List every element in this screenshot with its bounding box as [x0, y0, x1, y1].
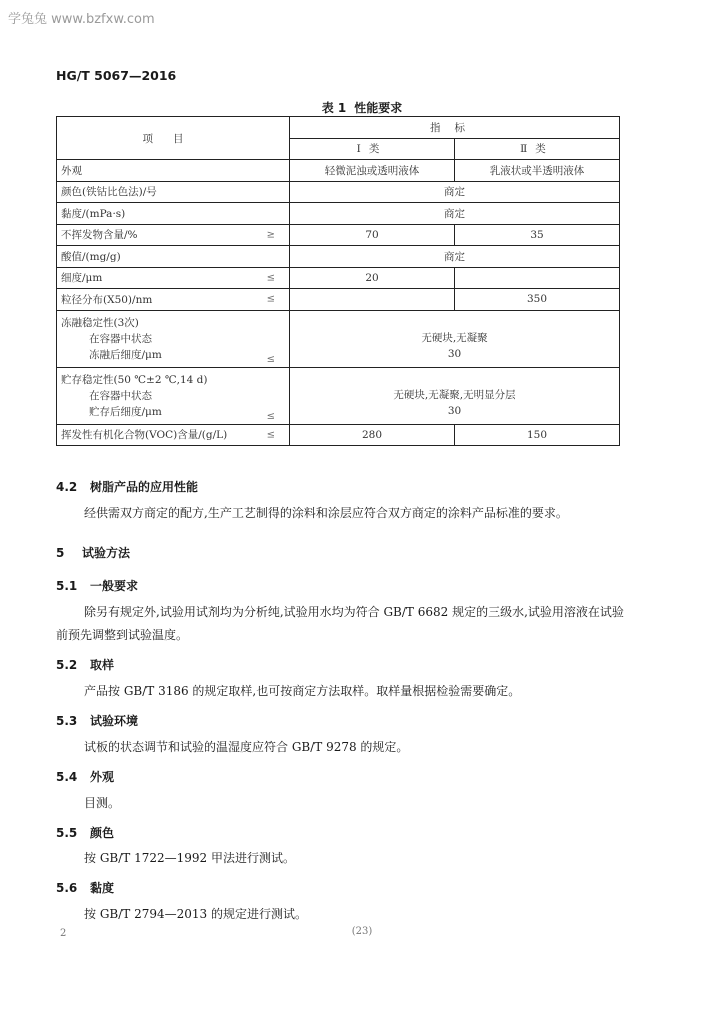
section-heading-5-1 — [56, 577, 138, 594]
section-number: 5.4 — [56, 770, 78, 784]
section-heading-5-3 — [56, 712, 138, 729]
table-row-nonvolatile — [57, 224, 620, 246]
header-type1-cell: Ⅰ类 — [290, 138, 455, 160]
row-value-merged: 商定 — [290, 181, 620, 203]
comparison-symbol: ≥ — [266, 229, 275, 241]
section-number: 5.6 — [56, 881, 78, 895]
section-title: 颜色 — [90, 826, 115, 840]
table-header-row — [57, 117, 620, 139]
section-title: 试验环境 — [90, 714, 139, 728]
row-value-type2 — [455, 267, 620, 289]
table-caption-title: 性能要求 — [354, 101, 403, 115]
section-title: 试验方法 — [82, 546, 131, 560]
section-title: 黏度 — [90, 881, 115, 895]
table-caption — [0, 99, 724, 116]
row-sublabel: 在容器中状态 — [89, 389, 152, 402]
row-label-cell — [57, 367, 290, 424]
row-value-line: 无硬块,无凝聚,无明显分层 — [393, 388, 516, 401]
row-label: 颜色(铁钴比色法)/号 — [57, 181, 290, 203]
section-number: 4.2 — [56, 480, 78, 494]
row-value-type1 — [290, 289, 455, 311]
row-sublabel: 冻融后细度/μm — [89, 348, 162, 361]
section-paragraph-5-3: 试板的状态调节和试验的温湿度应符合 GB/T 9278 的规定。 — [84, 740, 409, 754]
table-row-acid — [57, 246, 620, 268]
row-value-type2: 350 — [455, 289, 620, 311]
table-row-viscosity — [57, 203, 620, 225]
section-number: 5.5 — [56, 826, 78, 840]
row-label-cell — [57, 267, 290, 289]
table-caption-number: 表 1 — [321, 101, 347, 115]
row-label: 挥发性有机化合物(VOC)含量/(g/L) — [61, 429, 228, 442]
row-value-merged: 商定 — [290, 203, 620, 225]
row-sublabel: 贮存后细度/μm — [89, 405, 162, 418]
row-label: 黏度/(mPa·s) — [57, 203, 290, 225]
row-label: 贮存稳定性(50 ℃±2 ℃,14 d) — [61, 373, 208, 386]
table-row-voc — [57, 424, 620, 446]
section-number: 5.1 — [56, 579, 78, 593]
row-value-type1: 轻微泥浊或透明液体 — [290, 160, 455, 182]
comparison-symbol: ≤ — [266, 272, 275, 284]
section-heading-4-2 — [56, 478, 198, 495]
section-number: 5.2 — [56, 658, 78, 672]
row-label-cell — [57, 310, 290, 367]
header-type2-cell: Ⅱ类 — [455, 138, 620, 160]
section-heading-5-2 — [56, 656, 114, 673]
row-label: 外观 — [57, 160, 290, 182]
table-row-appearance — [57, 160, 620, 182]
section-paragraph-5-1: 除另有规定外,试验用试剂均为分析纯,试验用水均为符合 GB/T 6682 规定的三级水,试验用溶液在试验前预先调整到试验温度。 — [56, 605, 624, 642]
row-value-type1: 70 — [290, 224, 455, 246]
section-heading-5-5 — [56, 824, 114, 841]
section-paragraph-4-2: 经供需双方商定的配方,生产工艺制得的涂料和涂层应符合双方商定的涂料产品标准的要求。 — [84, 506, 568, 520]
row-value-type2: 乳液状或半透明液体 — [455, 160, 620, 182]
row-label: 细度/μm — [61, 272, 103, 285]
page-number-center: (23) — [351, 926, 373, 937]
row-value-merged — [290, 310, 620, 367]
row-value-type1: 20 — [290, 267, 455, 289]
row-label-cell — [57, 224, 290, 246]
row-label: 冻融稳定性(3次) — [61, 316, 139, 329]
comparison-symbol: ≤ — [266, 293, 275, 305]
section-paragraph-5-4: 目测。 — [84, 796, 121, 810]
row-value-merged: 商定 — [290, 246, 620, 268]
section-number: 5 — [56, 546, 65, 560]
header-item-cell: 项目 — [57, 117, 290, 160]
comparison-symbol: ≤ — [266, 410, 275, 422]
row-value-line: 30 — [447, 347, 462, 360]
section-title: 外观 — [90, 770, 115, 784]
row-value-line: 30 — [447, 404, 462, 417]
row-value-type2: 150 — [455, 424, 620, 446]
section-number: 5.3 — [56, 714, 78, 728]
table-row-freeze-thaw — [57, 310, 620, 367]
section-title: 树脂产品的应用性能 — [90, 480, 199, 494]
section-title: 取样 — [90, 658, 115, 672]
section-paragraph-5-6: 按 GB/T 2794—2013 的规定进行测试。 — [84, 907, 307, 921]
section-heading-5-4 — [56, 768, 114, 785]
section-title: 一般要求 — [90, 579, 139, 593]
row-sublabel: 在容器中状态 — [89, 332, 152, 345]
table-row-fineness — [57, 267, 620, 289]
section-heading-5-6 — [56, 879, 114, 896]
row-value-type1: 280 — [290, 424, 455, 446]
section-paragraph-5-2: 产品按 GB/T 3186 的规定取样,也可按商定方法取样。取样量根据检验需要确定。 — [84, 684, 521, 698]
performance-requirements-table — [56, 116, 620, 446]
section-heading-5 — [56, 544, 130, 561]
page-number-left: 2 — [60, 928, 67, 939]
comparison-symbol: ≤ — [266, 429, 275, 441]
row-value-merged — [290, 367, 620, 424]
header-index-cell: 指标 — [290, 117, 620, 139]
table-row-particle-size — [57, 289, 620, 311]
row-label: 酸值/(mg/g) — [57, 246, 290, 268]
row-value-type2: 35 — [455, 224, 620, 246]
table-row-storage — [57, 367, 620, 424]
comparison-symbol: ≤ — [266, 353, 275, 365]
row-label: 不挥发物含量/% — [61, 229, 138, 242]
row-label-cell — [57, 424, 290, 446]
row-label-cell — [57, 289, 290, 311]
table-row-color — [57, 181, 620, 203]
row-label: 粒径分布(X50)/nm — [61, 293, 153, 306]
section-paragraph-5-5: 按 GB/T 1722—1992 甲法进行测试。 — [84, 851, 295, 865]
watermark-text: 学兔兔 www.bzfxw.com — [8, 12, 155, 27]
standard-number: HG/T 5067—2016 — [56, 68, 177, 83]
row-value-line: 无硬块,无凝聚 — [421, 331, 488, 344]
